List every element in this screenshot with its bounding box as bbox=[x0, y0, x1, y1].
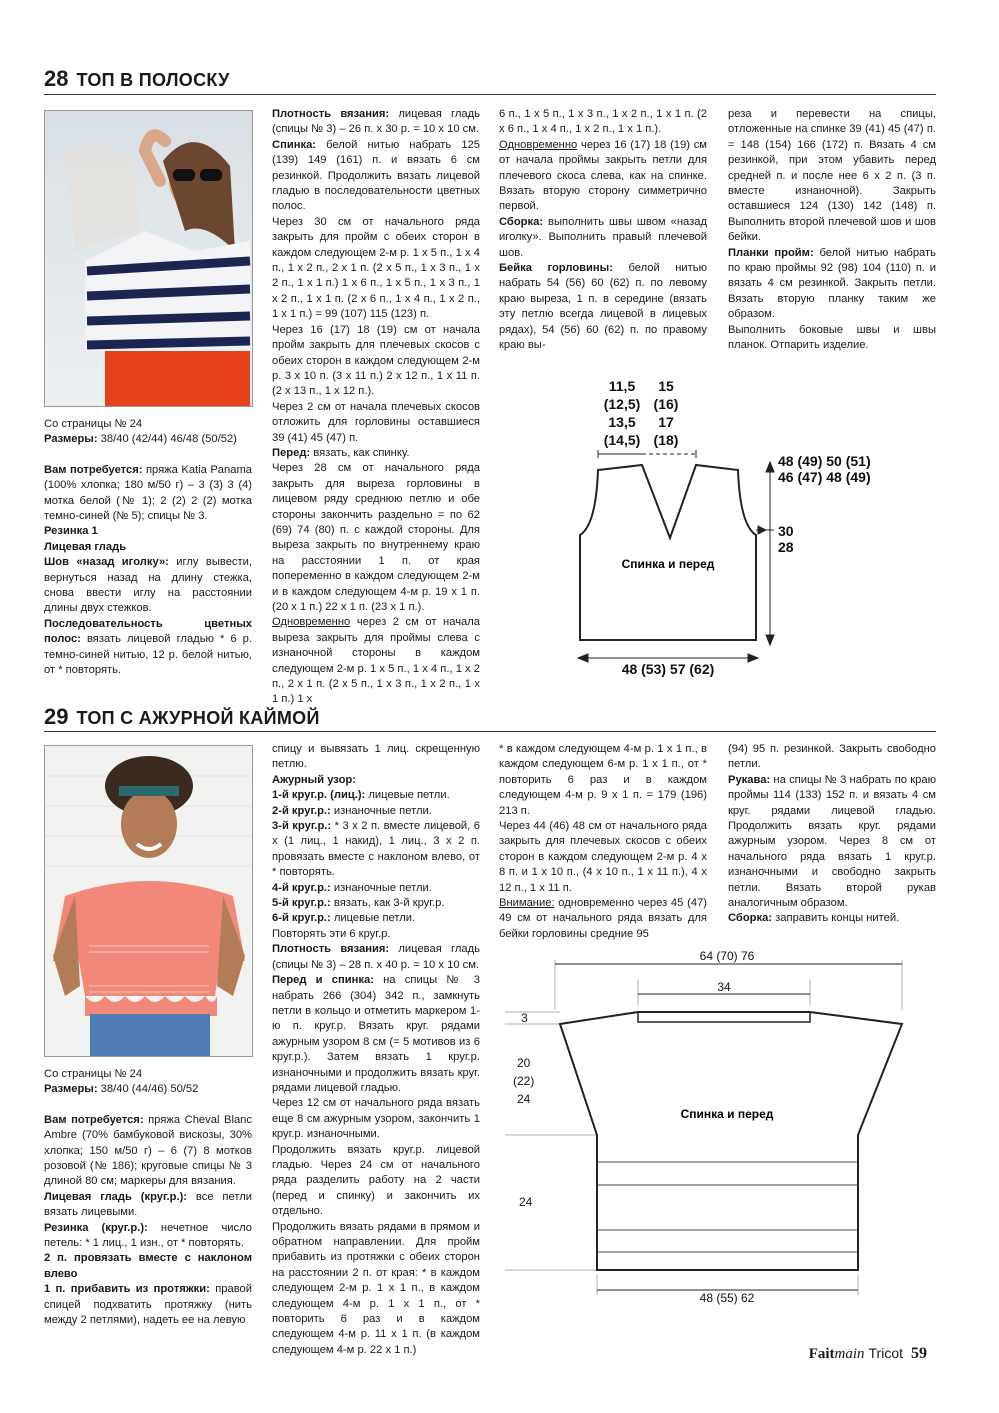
dim-armhole-3: 24 bbox=[517, 1092, 531, 1106]
text: белой нитью набрать 54 (56) 60 (62) п. по левому краю выреза, 1 п. в середине (вязать эту петлю всегда лицевой в лицевых рядах), 54 (56) 60 (62) п. по правому краю вы- bbox=[499, 262, 707, 352]
dim-body-height: 24 bbox=[519, 1195, 533, 1209]
label: Одновременно bbox=[499, 138, 578, 151]
brand-part-b: main bbox=[834, 1346, 865, 1362]
s29-schematic bbox=[505, 940, 925, 1320]
label: Рукава: bbox=[728, 773, 771, 786]
text: * в каждом следующем 4-м р. 1 х 1 п., в каждом следующем 6-м р. 1 х 1 п., от * повторить 6 раз и в каждом следующем 4-м р. 9 х 1 п. = 179 (196) 213 п. bbox=[499, 743, 707, 817]
s28-column-4 bbox=[728, 107, 936, 354]
dim-bottom-width: 48 (55) 62 bbox=[699, 1291, 755, 1305]
text: белой нитью набрать по краю проймы 92 (98) 104 (110) п. и вязать 4 см резинкой. Закрыть петли. Вязать вторую планку таким же образом. bbox=[728, 246, 936, 321]
section-28-heading bbox=[44, 66, 230, 92]
text: пряжа Katia Panama (100% хлопка; 180 м/50 г) – 3 (3) 3 (4) мотка белой (№ 1); 2 (2) 2 (2) мотка темно-синей (№ 5); спицы № 3. bbox=[44, 463, 252, 523]
text: выполнить швы швом «назад иголку». Выполнить правый плечевой шов. bbox=[499, 215, 707, 259]
dim-neck-4: (18) bbox=[653, 432, 679, 448]
s28-column-1 bbox=[44, 417, 252, 679]
dim-neck-2: (16) bbox=[653, 396, 679, 412]
schema-label: Спинка и перед bbox=[680, 1107, 774, 1121]
section-divider bbox=[44, 94, 936, 95]
dim-shoulder-4: (14,5) bbox=[603, 432, 641, 448]
dim-neck-width: 34 bbox=[717, 980, 731, 994]
label: Планки пройм: bbox=[728, 246, 814, 259]
label: Вам потребуется: bbox=[44, 463, 143, 476]
dim-side-2: 28 bbox=[778, 539, 794, 555]
s29-column-1 bbox=[44, 1067, 252, 1329]
label: Сборка: bbox=[499, 215, 544, 228]
label: 2 п. провязать вместе с наклоном влево bbox=[44, 1252, 252, 1280]
label: 1-й круг.р. (лиц.): bbox=[272, 789, 366, 802]
label: Плотность вязания: bbox=[272, 108, 390, 120]
text: Через 16 (17) 18 (19) см от начала пройм закрыть для плечевых скосов с обеих сторон в каждом следующем 2-м р. 3 х 10 п. (3 х 11 п.) 2 х 12 п., 1 х 11 п. (2 х 13 п., 1 х 12 п.). bbox=[272, 323, 480, 398]
text: изнаночные петли. bbox=[330, 881, 432, 894]
photo-caption: Со страницы № 24 bbox=[44, 418, 143, 430]
dim-neck-3: 17 bbox=[658, 414, 674, 430]
label: Спинка: bbox=[272, 138, 317, 151]
s29-column-4 bbox=[728, 742, 936, 927]
page-footer bbox=[809, 1345, 927, 1363]
label: Внимание: bbox=[499, 897, 555, 910]
label: Шов «назад иголку»: bbox=[44, 556, 169, 569]
text: Через 2 см от начала плечевых скосов отложить для горловины оставшиеся 39 (41) 45 (47) п. bbox=[272, 400, 480, 444]
brand-part-a: Fait bbox=[808, 1346, 835, 1362]
section-number: 28 bbox=[44, 66, 69, 91]
text: Продолжить вязать рядами в прямом и обратном направлении. Для пройм прибавить из протяжки с обеих сторон на расстоянии 2 п. от края: * в каждом следующем 2-м р. 1 х 1 п., в каждом следующем 4-м р. 1 х 1 п., от * повторить 6 раз и в каждом следующем 4-м р. 11 х 1 п. (в каждом следующем 4-м р. 22 х 1 п.) bbox=[272, 1220, 480, 1356]
text: вязать, как 3-й круг.р. bbox=[330, 897, 445, 910]
brand-logo bbox=[809, 1346, 865, 1363]
text: все петли вязать лицевыми. bbox=[44, 1190, 252, 1219]
dim-height-2: 46 (47) 48 (49) bbox=[778, 469, 871, 485]
text: через 16 (17) 18 (19) см от начала проймы закрыть петли для плечевого скоса слева, как на спинке. Вязать вторую сторону симметрично первой. bbox=[499, 138, 707, 213]
text: лицевые петли. bbox=[365, 789, 450, 802]
label: Плотность вязания: bbox=[272, 943, 390, 956]
section-title: ТОП С АЖУРНОЙ КАЙМОЙ bbox=[76, 708, 320, 728]
label: Лицевая гладь bbox=[44, 540, 127, 553]
text: заправить концы нитей. bbox=[772, 912, 900, 925]
text: через 2 см от начала выреза закрыть для проймы слева с изнаночной стороны в каждом следующем 2-м р. 1 х 5 п., 1 х 4 п., 1 х 2 п., 2 х 1 п. (2 х 5 п., 1 х 3 п., 1 х 2 п., 1 х 1 п.) 1 х bbox=[272, 616, 480, 706]
label: Последовательность цветных полос: bbox=[44, 617, 252, 646]
brand-tricot: Tricot bbox=[868, 1345, 903, 1361]
section-divider bbox=[44, 731, 936, 732]
photo-caption: Со страницы № 24 bbox=[44, 1068, 143, 1080]
label: Размеры: bbox=[44, 1083, 98, 1096]
text: * 3 х 2 п. вместе лицевой, 6 х (1 лиц., 1 накид), 1 лиц., 3 х 2 п. провязать вместе с наклоном влево, от * повторять. bbox=[272, 820, 480, 879]
text: Продолжить вязать круг.р. лицевой гладью. Через 24 см от начального ряда разделить работу на 2 части (перед и спинку) и закончить их отдельно. bbox=[272, 1143, 480, 1218]
label: 1 п. прибавить из протяжки: bbox=[44, 1283, 210, 1296]
text: лицевая гладь (спицы № 3) – 26 п. х 30 р. = 10 х 10 см. bbox=[272, 108, 480, 136]
model-photo-lace-top bbox=[44, 745, 253, 1057]
section-number: 29 bbox=[44, 704, 69, 729]
dim-armhole-2: (22) bbox=[513, 1074, 535, 1088]
text: иглу вывести, вернуться назад на длину стежка, снова ввести иглу на расстоянии длины двух стежков. bbox=[44, 556, 252, 615]
dim-width: 48 (53) 57 (62) bbox=[621, 661, 715, 677]
dim-shoulder-2: (12,5) bbox=[603, 396, 641, 412]
text: реза и перевести на спицы, отложенные на спинке 39 (41) 45 (47) п. = 148 (154) 166 (172) п. Вязать 4 см резинкой, при этом убавить перед средней п. и после нее 6 х 2 п. (3 п. вместе изнаночной). Закрыть оставшиеся 124 (130) 142 (148) п. Выполнить второй плечевой шов и шов бейки. bbox=[728, 108, 936, 244]
text: Выполнить боковые швы и швы планок. Отпарить изделие. bbox=[728, 323, 936, 352]
schema-label: Спинка и перед bbox=[621, 557, 715, 571]
label: Ажурный узор: bbox=[272, 773, 356, 786]
text: 38/40 (42/44) 46/48 (50/52) bbox=[97, 433, 237, 446]
section-29-heading bbox=[44, 704, 320, 730]
text: нечетное число петель: * 1 лиц., 1 изн., от * повторять. bbox=[44, 1221, 252, 1250]
label: 4-й круг.р.: bbox=[272, 881, 331, 894]
s28-schematic bbox=[560, 370, 880, 690]
text: Через 12 см от начального ряда вязать еще 8 см ажурным узором, закончить 1 круг.р. изнаночными. bbox=[272, 1097, 480, 1141]
label: Лицевая гладь (круг.р.): bbox=[44, 1190, 188, 1203]
dim-side-1: 30 bbox=[778, 523, 794, 539]
text: Через 28 см от начального ряда закрыть для выреза горловины в лицевом ряду среднюю петлю и обе стороны закончить раздельно = по 62 (69) 74 (80) п. с каждой стороны. Для выреза закрыть по внутреннему краю на расстоянии 1 п. от края попеременно в каждом следующем 2-м и в каждом следующем 4-м р. 19 х 1 п. (20 х 1 п.) 22 х 1 п. (23 х 1 п.). bbox=[272, 462, 480, 613]
label: Одновременно bbox=[272, 616, 351, 629]
text: на спицы № 3 набрать 266 (304) 342 п., замкнуть петли в кольцо и отметить маркером 1-ю п. круг.р. Вязать круг. рядами ажурным узором 8 см (= 5 мотивов из 6 круг.р.). Затем вязать 1 круг.р. изнаночными и продолжить вязать круг. рядами лицевой гладью. bbox=[272, 974, 480, 1094]
label: 3-й круг.р.: bbox=[272, 820, 332, 833]
dim-armhole-1: 20 bbox=[517, 1056, 531, 1070]
text: одновременно через 45 (47) 49 см от начального ряда вязать для бейки горловины средние 95 bbox=[499, 897, 707, 940]
label: Сборка: bbox=[728, 912, 773, 925]
label: Размеры: bbox=[44, 433, 98, 446]
text: лицевые петли. bbox=[330, 912, 416, 925]
text: вязать, как спинку. bbox=[310, 446, 410, 459]
text: 38/40 (44/46) 50/52 bbox=[97, 1083, 199, 1096]
text: вязать лицевой гладью * 6 р. темно-синей нитью, 12 р. белой нитью, от * повторять. bbox=[44, 633, 252, 677]
s29-column-3 bbox=[499, 742, 707, 942]
page-number: 59 bbox=[911, 1345, 927, 1362]
text: изнаночные петли. bbox=[330, 804, 432, 817]
dim-shoulder-1: 11,5 bbox=[608, 378, 636, 394]
s29-column-2 bbox=[272, 742, 480, 1358]
section-title: ТОП В ПОЛОСКУ bbox=[76, 70, 230, 90]
dim-height-1: 48 (49) 50 (51) bbox=[778, 453, 871, 469]
text: Через 30 см от начального ряда закрыть для пройм с обеих сторон в каждом следующем 2-м р. 1 х 5 п., 1 х 4 п., 1 х 2 п., 2 х 1 п. (2 х 5 п., 1 х 3 п., 1 х 2 п., 1 х 1 п.) 1 х 6 п., 1 х 5 п., 1 х 3 п., 1 х 2 п., 1 х 1 п. (2 х 6 п., 1 х 4 п., 1 х 2 п., 1 х 1 п.) = 99 (107) 115 (123) п. bbox=[272, 215, 480, 321]
label: Бейка горловины: bbox=[499, 262, 613, 275]
model-photo-striped-top bbox=[44, 110, 253, 407]
dim-neck-1: 15 bbox=[658, 378, 674, 394]
dim-top-width: 64 (70) 76 bbox=[699, 949, 755, 963]
label: Резинка 1 bbox=[44, 525, 98, 538]
s28-column-2 bbox=[272, 107, 480, 708]
label: Вам потребуется: bbox=[44, 1113, 144, 1126]
label: 2-й круг.р.: bbox=[272, 804, 331, 817]
label: Перед: bbox=[272, 446, 311, 459]
label: 6-й круг.р.: bbox=[272, 912, 331, 925]
s28-column-3 bbox=[499, 107, 707, 354]
text: лицевая гладь (спицы № 3) – 28 п. х 40 р. = 10 х 10 см. bbox=[272, 943, 480, 971]
dim-shoulder: 3 bbox=[521, 1011, 528, 1025]
dim-shoulder-3: 13,5 bbox=[608, 414, 636, 430]
label: Перед и спинка: bbox=[272, 974, 374, 987]
label: 5-й круг.р.: bbox=[272, 897, 331, 910]
text: Через 44 (46) 48 см от начального ряда закрыть для плечевых скосов с обеих сторон в каждом следующем 2-м р. 4 х 8 п. и 1 х 10 п., (4 х 10 п., 1 х 11 п.), 4 х 12 п., 1 х 11 п. bbox=[499, 820, 707, 894]
text: 6 п., 1 х 5 п., 1 х 3 п., 1 х 2 п., 1 х 1 п. (2 х 6 п., 1 х 4 п., 1 х 2 п., 1 х 1 п.). bbox=[499, 108, 707, 136]
text: (94) 95 п. резинкой. Закрыть свободно петли. bbox=[728, 743, 936, 771]
text: Повторять эти 6 круг.р. bbox=[272, 927, 391, 940]
text: на спицы № 3 набрать по краю проймы 114 (133) 152 п. и вязать 4 см круг. рядами лицевой гладью. Продолжить вязать круг. рядами ажурным узором. Через 8 см от начального ряда вязать 1 круг.р. изнаночными и свободно закрыть петли. Вязать второй рукав аналогичным образом. bbox=[728, 773, 936, 910]
text: белой нитью набрать 125 (139) 149 (161) п. и вязать 6 см резинкой. Продолжить вязать лицевой гладью в последовательности цветных полос. bbox=[272, 138, 480, 213]
text: спицу и вывязать 1 лиц. скрещенную петлю. bbox=[272, 743, 480, 771]
text: пряжа Cheval Blanc Ambre (70% бамбуковой вискозы, 30% хлопка; 150 м/50 г) – 6 (7) 8 мотков розовой (№ 186); круговые спицы № 3 длиной 80 см; маркеры для вязания. bbox=[44, 1113, 252, 1188]
label: Резинка (круг.р.): bbox=[44, 1221, 148, 1234]
text: правой спицей подхватить протяжку (нить между 2 петлями), надеть ее на левую bbox=[44, 1283, 252, 1327]
